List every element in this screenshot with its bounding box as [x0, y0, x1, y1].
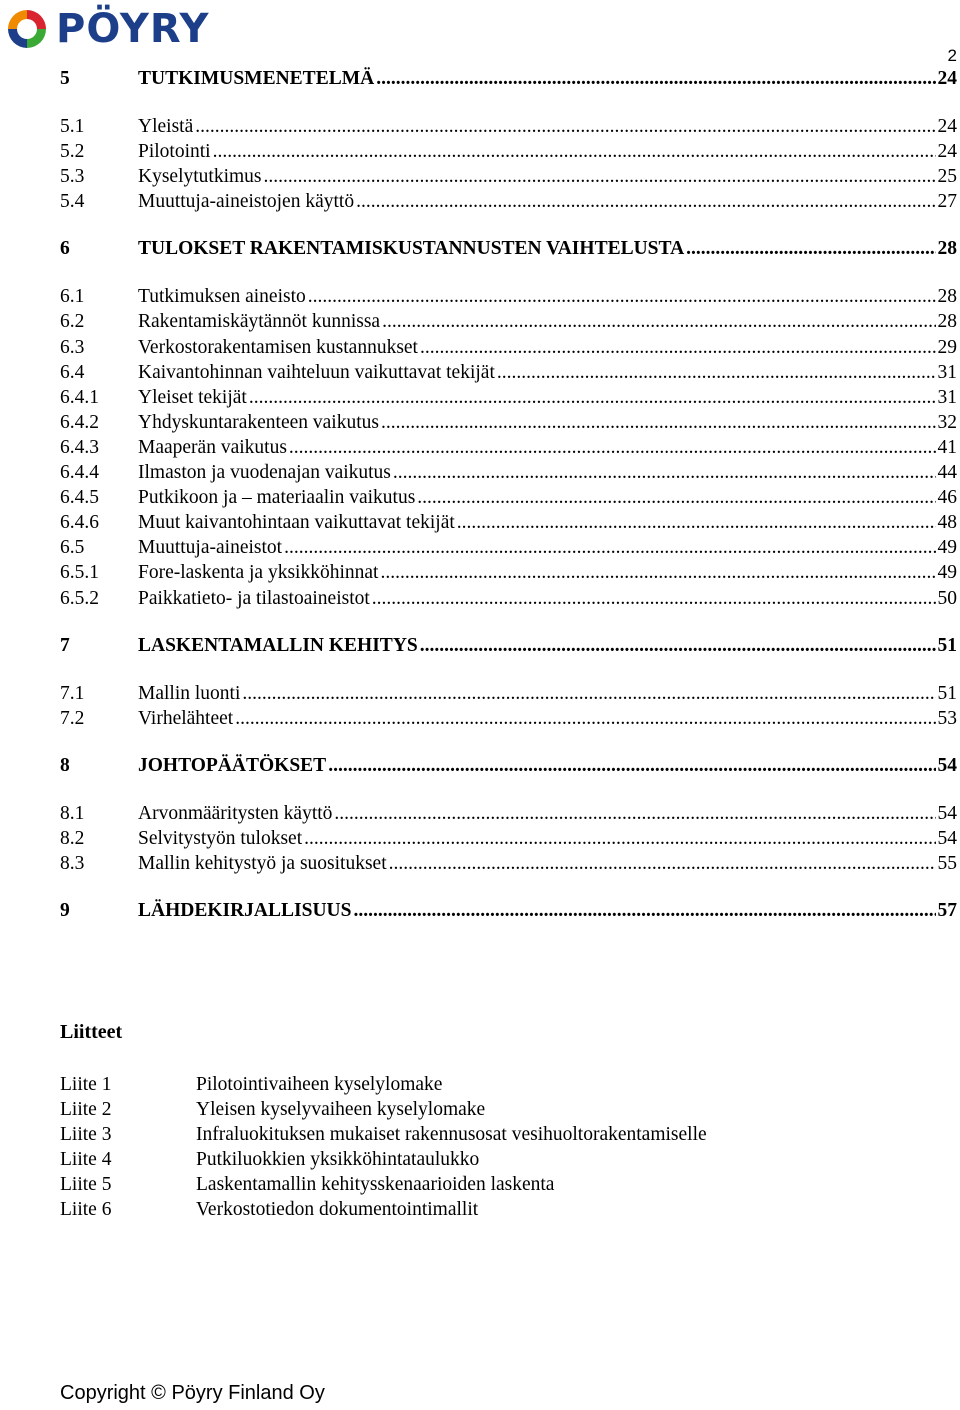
- toc-title: LÄHDEKIRJALLISUUS: [138, 900, 352, 922]
- toc-page-number: 31: [937, 386, 957, 408]
- appendix-list: [60, 1072, 707, 1223]
- appendix-title: Verkostotiedon dokumentointimallit: [196, 1199, 479, 1221]
- appendix-heading: Liitteet: [60, 1021, 123, 1043]
- toc-title: LASKENTAMALLIN KEHITYS: [138, 634, 418, 656]
- toc-title: TUTKIMUSMENETELMÄ: [138, 68, 375, 89]
- toc-title: Mallin kehitystyö ja suositukset: [138, 852, 387, 874]
- toc-number: 6.5.2: [60, 587, 99, 609]
- toc-leader-dots: [686, 236, 935, 261]
- toc-leader-dots: [195, 114, 935, 139]
- toc-number: 6.4.3: [60, 436, 99, 458]
- toc-leader-dots: [382, 309, 935, 334]
- toc-title: Selvitystyön tulokset: [138, 827, 303, 849]
- toc-page-number: 57: [937, 900, 957, 922]
- table-of-contents: [60, 66, 957, 924]
- toc-leader-dots: [304, 826, 935, 851]
- toc-section-row: [60, 189, 957, 214]
- toc-page-number: 54: [937, 754, 957, 776]
- toc-title: Pilotointi: [138, 141, 211, 163]
- appendix-label: Liite 4: [60, 1149, 112, 1171]
- toc-section-row: [60, 706, 957, 731]
- toc-number: 6.4: [60, 361, 85, 383]
- toc-number: 8.2: [60, 827, 85, 849]
- toc-number: 6.2: [60, 311, 85, 333]
- toc-section-row: [60, 385, 957, 410]
- toc-page-number: 24: [937, 116, 957, 137]
- toc-chapter-row: [60, 236, 957, 262]
- toc-number: 7.2: [60, 707, 85, 729]
- toc-page-number: 25: [937, 166, 957, 188]
- appendix-label: Liite 2: [60, 1099, 112, 1121]
- toc-leader-dots: [328, 753, 935, 778]
- toc-section-row: [60, 535, 957, 560]
- toc-page-number: 29: [937, 336, 957, 358]
- toc-section-row: [60, 560, 957, 585]
- toc-number: 9: [60, 900, 70, 922]
- toc-chapter-row: [60, 898, 957, 924]
- toc-leader-dots: [308, 284, 936, 309]
- toc-number: 8.1: [60, 802, 85, 824]
- appendix-label: Liite 5: [60, 1174, 112, 1196]
- toc-number: 6.4.1: [60, 386, 99, 408]
- toc-page-number: 46: [937, 487, 957, 509]
- toc-chapter-row: [60, 633, 957, 659]
- toc-page-number: 54: [937, 802, 957, 824]
- toc-page-number: 44: [937, 462, 957, 484]
- toc-leader-dots: [389, 851, 936, 876]
- toc-title: Putkikoon ja – materiaalin vaikutus: [138, 487, 416, 509]
- toc-section-row: [60, 164, 957, 189]
- toc-leader-dots: [242, 681, 935, 706]
- toc-leader-dots: [372, 586, 936, 611]
- toc-page-number: 51: [937, 682, 957, 704]
- logo-wordmark: PÖYRY: [56, 6, 210, 52]
- toc-leader-dots: [213, 139, 936, 164]
- toc-leader-dots: [334, 801, 935, 826]
- toc-leader-dots: [381, 410, 936, 435]
- toc-title: Paikkatieto- ja tilastoaineistot: [138, 587, 370, 609]
- toc-section-row: [60, 851, 957, 876]
- toc-title: Kaivantohinnan vaihteluun vaikuttavat tekijät: [138, 361, 495, 383]
- toc-section-row: [60, 485, 957, 510]
- toc-number: 7: [60, 634, 70, 656]
- toc-number: 5.3: [60, 166, 85, 188]
- toc-leader-dots: [376, 66, 935, 91]
- toc-title: Virhelähteet: [138, 707, 234, 729]
- toc-section-row: [60, 586, 957, 611]
- toc-title: Maaperän vaikutus: [138, 436, 287, 458]
- appendix-title: Laskentamallin kehitysskenaarioiden laskenta: [196, 1174, 555, 1196]
- toc-leader-dots: [353, 898, 935, 923]
- toc-page-number: 32: [937, 411, 957, 433]
- toc-number: 7.1: [60, 682, 85, 704]
- toc-leader-dots: [420, 335, 936, 360]
- toc-section-row: [60, 460, 957, 485]
- toc-section-row: [60, 139, 957, 164]
- toc-number: 6.4.6: [60, 512, 99, 534]
- toc-number: 6.4.2: [60, 411, 99, 433]
- toc-page-number: 50: [937, 587, 957, 609]
- page-number: 2: [947, 46, 957, 65]
- toc-page-number: 27: [937, 191, 957, 213]
- toc-number: 5: [60, 68, 70, 89]
- toc-leader-dots: [264, 164, 936, 189]
- toc-page-number: 49: [937, 537, 957, 559]
- toc-leader-dots: [457, 510, 936, 535]
- toc-title: Muut kaivantohintaan vaikuttavat tekijät: [138, 512, 455, 534]
- toc-number: 5.1: [60, 116, 85, 137]
- poyry-swirl-icon: [4, 6, 50, 52]
- toc-number: 5.2: [60, 141, 85, 163]
- appendix-row: [60, 1172, 707, 1197]
- toc-page-number: 55: [937, 852, 957, 874]
- appendix-row: [60, 1147, 707, 1172]
- appendix-label: Liite 1: [60, 1074, 112, 1095]
- toc-number: 6.4.4: [60, 462, 99, 484]
- toc-section-row: [60, 360, 957, 385]
- appendix-title: Yleisen kyselyvaiheen kyselylomake: [196, 1099, 486, 1121]
- toc-leader-dots: [356, 189, 935, 214]
- appendix-title: Infraluokituksen mukaiset rakennusosat vesihuoltorakentamiselle: [196, 1124, 707, 1146]
- toc-leader-dots: [497, 360, 936, 385]
- toc-title: Muuttuja-aineistojen käyttö: [138, 191, 355, 213]
- toc-title: Yleiset tekijät: [138, 386, 247, 408]
- toc-page-number: 28: [937, 286, 957, 308]
- toc-number: 6.5: [60, 537, 85, 559]
- toc-page-number: 28: [937, 238, 957, 260]
- toc-chapter-row: [60, 753, 957, 779]
- toc-section-row: [60, 335, 957, 360]
- toc-number: 6: [60, 238, 70, 260]
- toc-section-row: [60, 435, 957, 460]
- toc-leader-dots: [249, 385, 936, 410]
- toc-title: Muuttuja-aineistot: [138, 537, 283, 559]
- appendix-row: [60, 1197, 707, 1222]
- toc-number: 6.4.5: [60, 487, 99, 509]
- toc-title: TULOKSET RAKENTAMISKUSTANNUSTEN VAIHTELUSTA: [138, 238, 685, 260]
- copyright-footer: Copyright © Pöyry Finland Oy: [60, 1382, 325, 1404]
- appendix-title: Pilotointivaiheen kyselylomake: [196, 1074, 443, 1095]
- toc-page-number: 28: [937, 311, 957, 333]
- toc-section-row: [60, 681, 957, 706]
- toc-section-row: [60, 801, 957, 826]
- toc-page-number: 49: [937, 562, 957, 584]
- toc-section-row: [60, 284, 957, 309]
- toc-leader-dots: [393, 460, 936, 485]
- toc-title: Tutkimuksen aineisto: [138, 286, 306, 308]
- toc-title: Yhdyskuntarakenteen vaikutus: [138, 411, 379, 433]
- toc-leader-dots: [289, 435, 936, 460]
- toc-section-row: [60, 114, 957, 139]
- appendix-row: [60, 1072, 707, 1097]
- appendix-label: Liite 6: [60, 1199, 112, 1221]
- toc-number: 8: [60, 754, 70, 776]
- toc-page-number: 48: [937, 512, 957, 534]
- toc-leader-dots: [380, 560, 935, 585]
- toc-number: 6.3: [60, 336, 85, 358]
- toc-number: 5.4: [60, 191, 85, 213]
- toc-chapter-row: [60, 66, 957, 92]
- toc-title: Fore-laskenta ja yksikköhinnat: [138, 562, 379, 584]
- toc-title: Verkostorakentamisen kustannukset: [138, 336, 418, 358]
- toc-page-number: 41: [937, 436, 957, 458]
- toc-title: Rakentamiskäytännöt kunnissa: [138, 311, 381, 333]
- toc-title: Kyselytutkimus: [138, 166, 262, 188]
- toc-number: 6.1: [60, 286, 85, 308]
- toc-section-row: [60, 309, 957, 334]
- toc-title: Mallin luonti: [138, 682, 241, 704]
- toc-page-number: 53: [937, 707, 957, 729]
- toc-number: 6.5.1: [60, 562, 99, 584]
- toc-title: JOHTOPÄÄTÖKSET: [138, 754, 327, 776]
- poyry-logo: [4, 6, 209, 52]
- toc-section-row: [60, 826, 957, 851]
- toc-title: Yleistä: [138, 116, 194, 137]
- toc-leader-dots: [420, 633, 936, 658]
- toc-page-number: 24: [937, 141, 957, 163]
- appendix-label: Liite 3: [60, 1124, 112, 1146]
- appendix-row: [60, 1122, 707, 1147]
- toc-page-number: 51: [937, 634, 957, 656]
- appendix-title: Putkiluokkien yksikköhintataulukko: [196, 1149, 480, 1171]
- toc-leader-dots: [284, 535, 935, 560]
- toc-page-number: 24: [937, 68, 957, 89]
- toc-title: Arvonmääritysten käyttö: [138, 802, 333, 824]
- toc-section-row: [60, 410, 957, 435]
- toc-leader-dots: [235, 706, 935, 731]
- appendix-row: [60, 1097, 707, 1122]
- toc-leader-dots: [417, 485, 935, 510]
- toc-page-number: 54: [937, 827, 957, 849]
- toc-page-number: 31: [937, 361, 957, 383]
- toc-title: Ilmaston ja vuodenajan vaikutus: [138, 462, 391, 484]
- toc-number: 8.3: [60, 852, 85, 874]
- toc-section-row: [60, 510, 957, 535]
